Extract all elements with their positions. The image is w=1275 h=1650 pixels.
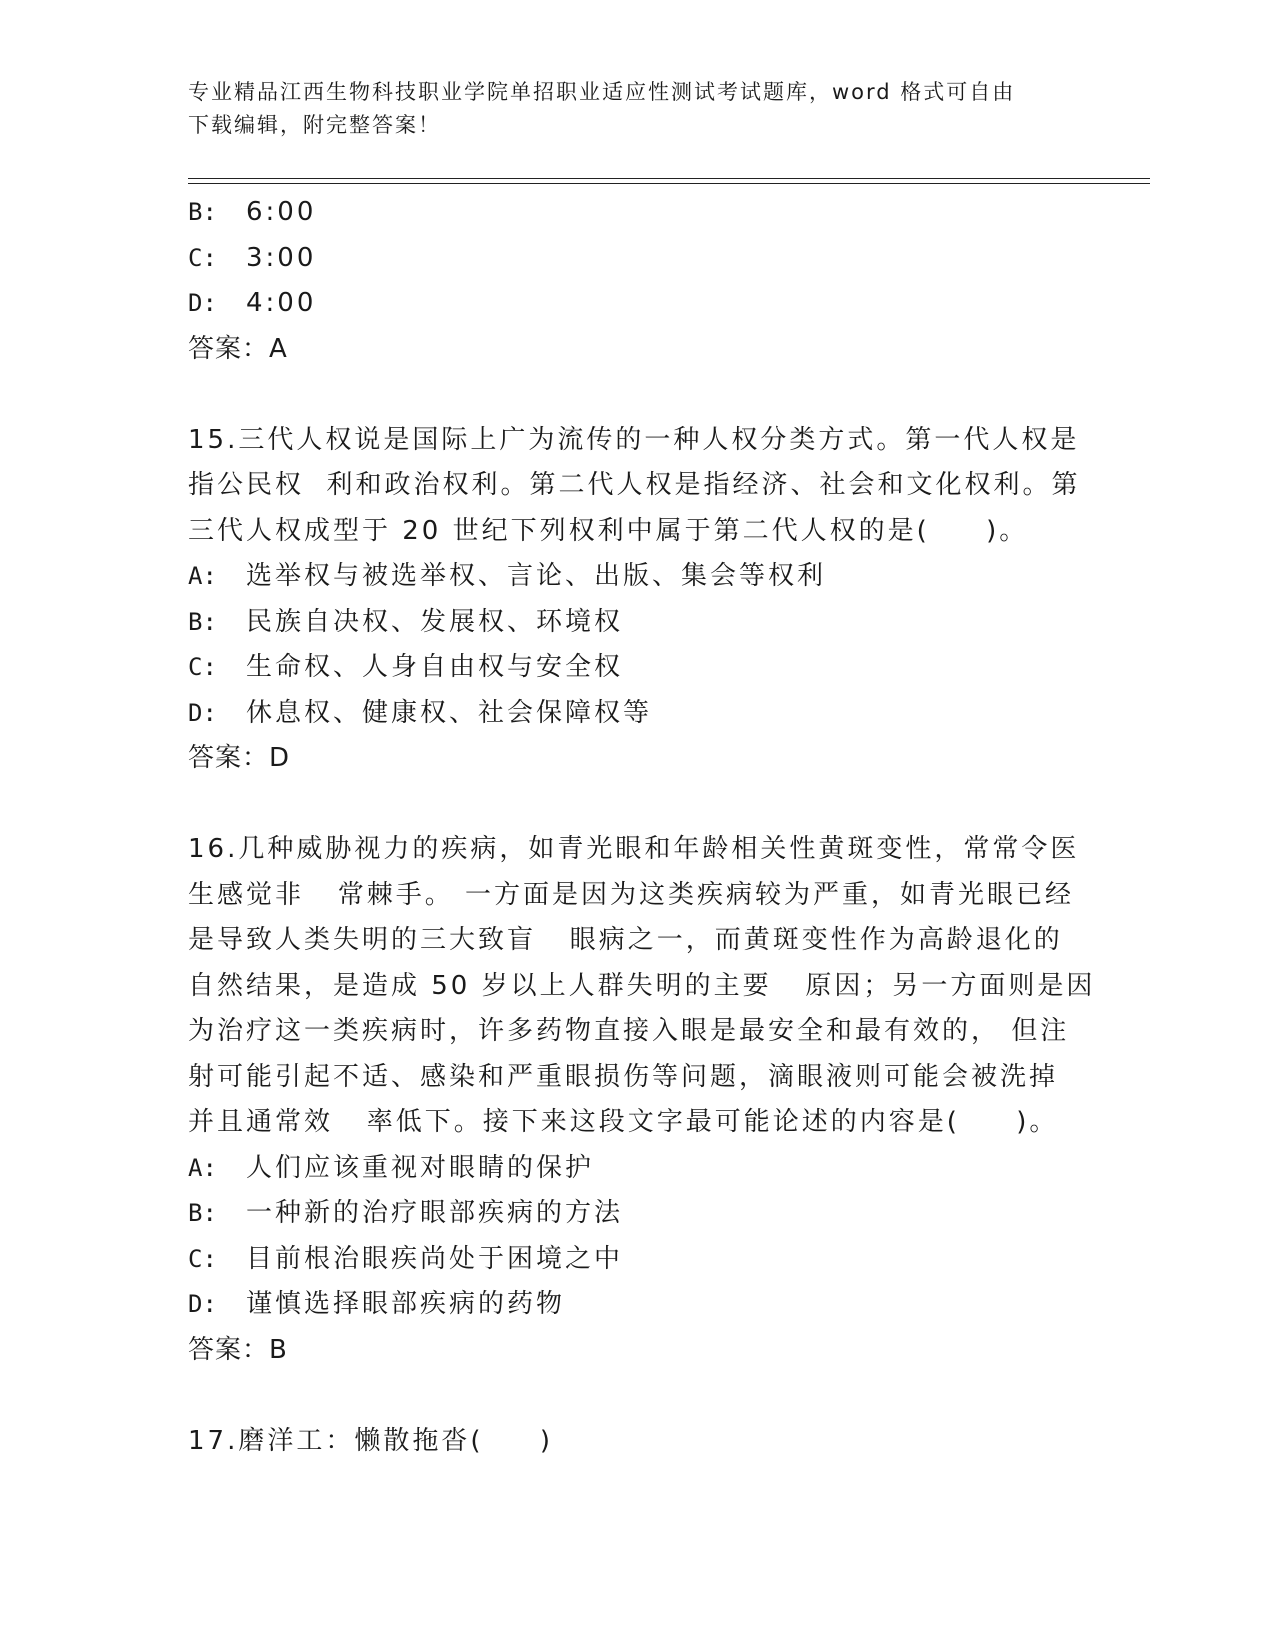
option-letter: A:: [188, 1153, 217, 1182]
option-text: 休息权、健康权、社会保障权等: [246, 697, 653, 728]
question-text-line: 并且通常效 率低下。接下来这段文字最可能论述的内容是( )。: [188, 1107, 1059, 1137]
option-text: 3:00: [246, 242, 317, 273]
option-letter: D:: [188, 289, 217, 317]
answer-line: 答案：D: [188, 743, 291, 773]
page-header: [188, 76, 1068, 142]
spacer: [188, 782, 1088, 828]
option-c: [188, 645, 1088, 691]
option-text: 民族自决权、发展权、环境权: [246, 606, 624, 637]
option-c: [188, 1237, 1088, 1283]
question-text-line: 16.几种威胁视力的疾病，如青光眼和年龄相关性黄斑变性，常常令医: [188, 834, 1080, 864]
spacer: [188, 1373, 1088, 1419]
option-a: [188, 1146, 1088, 1192]
header-line-2: 下载编辑，附完整答案！: [188, 113, 441, 137]
option-text: 选举权与被选举权、言论、出版、集会等权利: [246, 561, 827, 591]
option-letter: D:: [188, 698, 217, 727]
question-17: [188, 1419, 1088, 1465]
question-16: [188, 827, 1096, 1373]
question-14-tail: [188, 190, 1088, 372]
question-text-line: 自然结果，是造成 50 岁以上人群失明的主要 原因；另一方面则是因: [188, 970, 1096, 1001]
option-b: [188, 1191, 1088, 1237]
question-text-line: 生感觉非 常棘手。 一方面是因为这类疾病较为严重，如青光眼已经: [188, 879, 1075, 910]
question-text-line: 为治疗这一类疾病时，许多药物直接入眼是最安全和最有效的， 但注: [188, 1016, 1070, 1046]
option-letter: A:: [188, 562, 217, 590]
option-text: 目前根治眼疾尚处于困境之中: [246, 1243, 624, 1274]
question-text-line: 17.磨洋工：懒散拖沓( ): [188, 1425, 553, 1456]
option-letter: D:: [188, 1290, 217, 1318]
header-divider-top: [188, 178, 1150, 179]
option-letter: B:: [188, 198, 217, 226]
question-15: [188, 418, 1088, 782]
option-text: 4:00: [246, 288, 317, 318]
option-a: [188, 554, 1088, 600]
option-letter: B:: [188, 607, 217, 636]
option-letter: C:: [188, 243, 217, 272]
option-text: 6:00: [246, 197, 317, 227]
option-b: [188, 600, 1088, 646]
option-text: 一种新的治疗眼部疾病的方法: [246, 1198, 624, 1228]
header-line-1: 专业精品江西生物科技职业学院单招职业适应性测试考试题库，word 格式可自由: [188, 80, 1016, 104]
question-text-line: 是导致人类失明的三大致盲 眼病之一，而黄斑变性作为高龄退化的: [188, 925, 1063, 955]
question-content: [188, 190, 1096, 1464]
option-text: 生命权、人身自由权与安全权: [246, 652, 624, 682]
option-text: 人们应该重视对眼睛的保护: [246, 1152, 595, 1183]
option-letter: C:: [188, 1244, 217, 1273]
answer-line: 答案：B: [188, 1334, 288, 1365]
question-text-line: 射可能引起不适、感染和严重眼损伤等问题，滴眼液则可能会被洗掉: [188, 1061, 1059, 1092]
option-letter: B:: [188, 1199, 217, 1227]
option-b: [188, 190, 1088, 236]
header-divider-bottom: [188, 183, 1150, 184]
option-d: [188, 1282, 1088, 1328]
option-letter: C:: [188, 653, 217, 681]
answer-line: 答案：A: [188, 333, 288, 364]
option-d: [188, 281, 1088, 327]
option-text: 谨慎选择眼部疾病的药物: [246, 1289, 566, 1319]
spacer: [188, 372, 1088, 418]
question-text-line: 15.三代人权说是国际上广为流传的一种人权分类方式。第一代人权是: [188, 424, 1080, 455]
question-text-line: 三代人权成型于 20 世纪下列权利中属于第二代人权的是( )。: [188, 515, 1029, 546]
option-c: [188, 236, 1088, 282]
option-d: [188, 691, 1088, 737]
question-text-line: 指公民权 利和政治权利。第二代人权是指经济、社会和文化权利。第: [188, 470, 1081, 500]
